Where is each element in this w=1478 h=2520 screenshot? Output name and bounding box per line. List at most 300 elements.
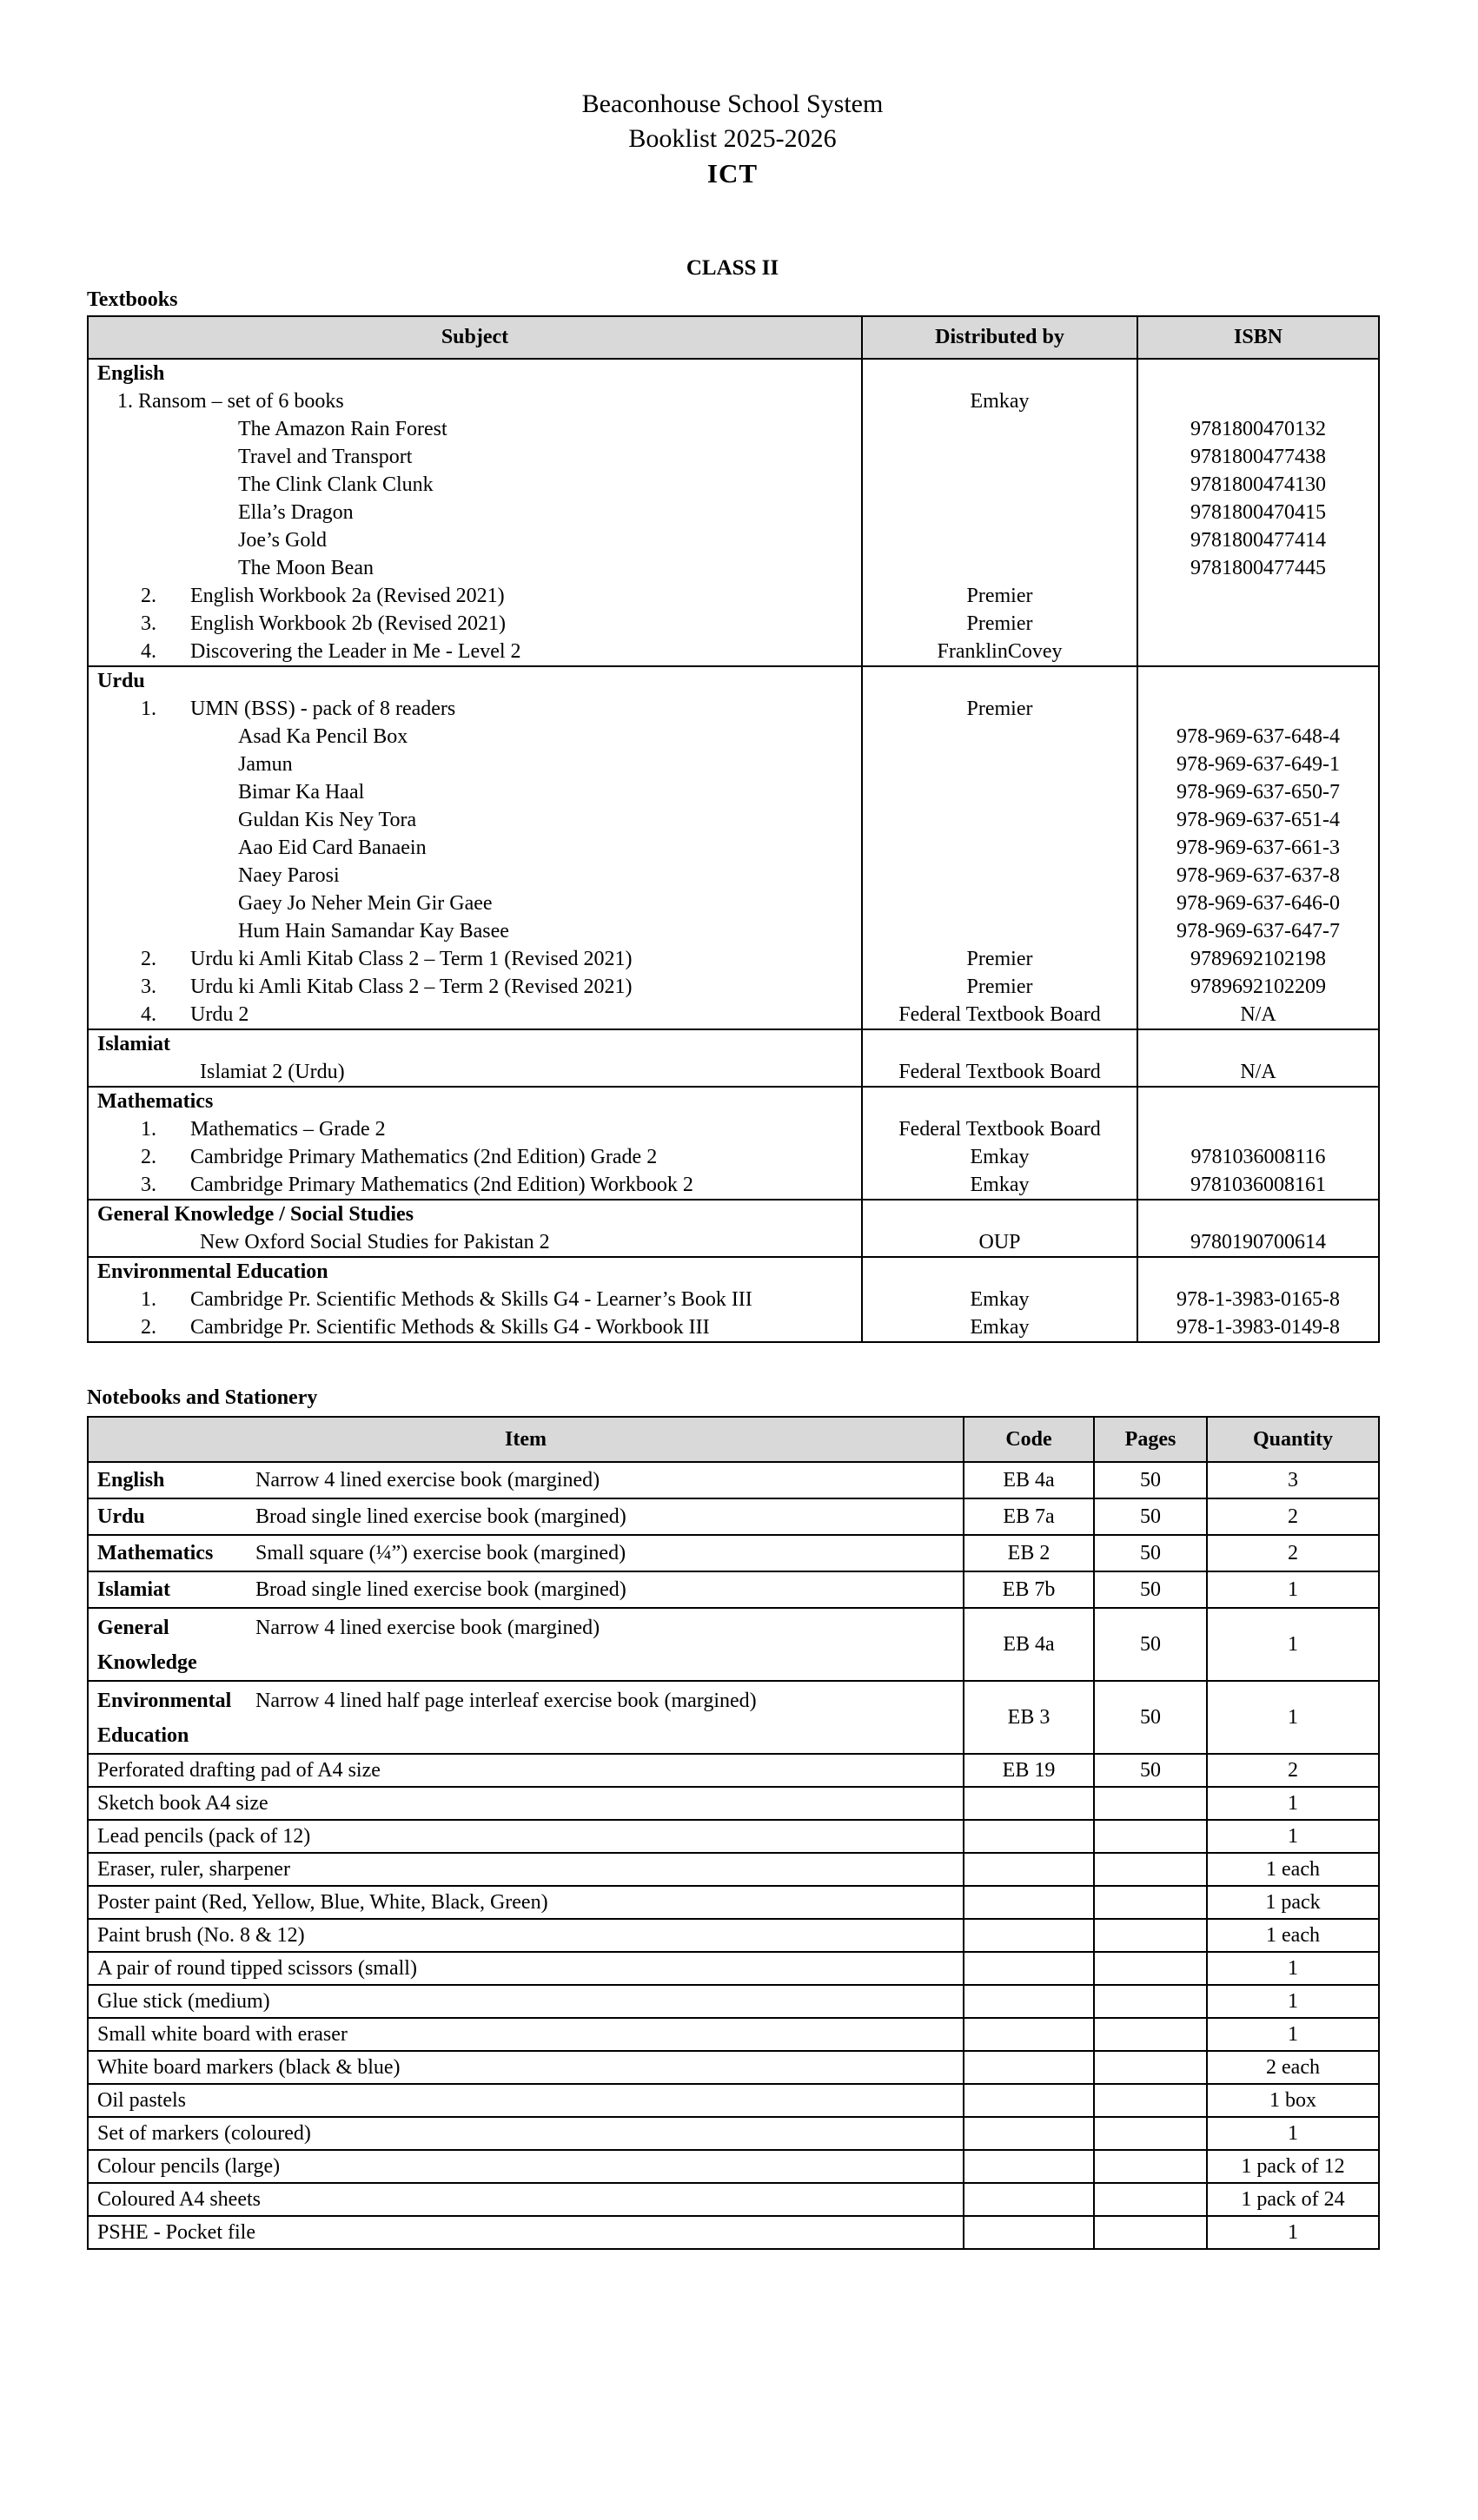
subject-cell [88, 973, 862, 1001]
item-description: A pair of round tipped scissors (small) [97, 1956, 417, 1980]
distributor-cell [862, 917, 1137, 945]
isbn-cell [1137, 695, 1379, 723]
textbooks-header-row [88, 316, 1379, 359]
item-number: 4. [141, 640, 156, 663]
book-title: Cambridge Pr. Scientific Methods & Skills G4 - Workbook III [190, 1316, 710, 1339]
subject-cell [88, 1171, 862, 1200]
isbn-cell: 9781800474130 [1137, 471, 1379, 499]
code-cell [964, 1985, 1094, 2018]
pages-cell: 50 [1094, 1681, 1207, 1754]
pages-cell [1094, 1787, 1207, 1820]
table-row [88, 834, 1379, 862]
subject-section-name: Islamiat [97, 1033, 170, 1055]
item-description: Narrow 4 lined half page interleaf exercise book (margined) [255, 1690, 757, 1712]
item-subject: English [97, 1469, 165, 1491]
isbn-cell: 978-969-637-651-4 [1137, 806, 1379, 834]
code-cell: EB 3 [964, 1681, 1094, 1754]
pages-cell [1094, 2183, 1207, 2216]
table-row [88, 1286, 1379, 1313]
distributor-cell: Emkay [862, 387, 1137, 415]
distributor-cell [862, 666, 1137, 695]
code-cell [964, 1820, 1094, 1853]
book-title: Asad Ka Pencil Box [238, 725, 408, 748]
code-cell [964, 1787, 1094, 1820]
textbooks-label: Textbooks [87, 288, 178, 311]
table-row [88, 973, 1379, 1001]
item-description: Glue stick (medium) [97, 1989, 270, 2013]
subject-cell [88, 834, 862, 862]
booklist-title: Booklist 2025-2026 [628, 124, 837, 153]
book-title: Urdu ki Amli Kitab Class 2 – Term 2 (Revised 2021) [190, 976, 633, 998]
book-title: English Workbook 2a (Revised 2021) [190, 585, 505, 607]
subject-cell [88, 1200, 862, 1228]
isbn-cell: 978-969-637-637-8 [1137, 862, 1379, 890]
quantity-cell: 3 [1207, 1462, 1379, 1498]
subject-cell [88, 806, 862, 834]
table-row [88, 945, 1379, 973]
item-cell [88, 1462, 964, 1498]
book-title: Discovering the Leader in Me - Level 2 [190, 640, 521, 663]
table-row [88, 666, 1379, 695]
item-description: Lead pencils (pack of 12) [97, 1824, 311, 1848]
subject-section-name: English [97, 362, 165, 385]
distributor-cell: Emkay [862, 1143, 1137, 1171]
code-cell [964, 2117, 1094, 2150]
item-entry [89, 1536, 963, 1571]
book-entry [89, 1286, 861, 1313]
isbn-cell: 978-1-3983-0165-8 [1137, 1286, 1379, 1313]
table-row [88, 1853, 1379, 1886]
table-row [88, 1313, 1379, 1342]
item-description: Broad single lined exercise book (margined) [255, 1578, 626, 1601]
table-row [88, 1171, 1379, 1200]
item-cell [88, 1754, 964, 1787]
item-cell [88, 1608, 964, 1681]
subject-section-name: Environmental Education [97, 1260, 328, 1283]
distributor-cell: Emkay [862, 1286, 1137, 1313]
isbn-cell [1137, 610, 1379, 638]
subject-cell [88, 945, 862, 973]
distributor-cell [862, 554, 1137, 582]
subject-cell [88, 751, 862, 778]
table-row [88, 1919, 1379, 1952]
table-row [88, 2216, 1379, 2249]
table-row [88, 1029, 1379, 1058]
item-cell [88, 1681, 964, 1754]
book-title: Joe’s Gold [238, 529, 327, 552]
distributor-cell [862, 751, 1137, 778]
column-header-subject: Subject [88, 316, 862, 359]
distributor-cell [862, 723, 1137, 751]
quantity-cell: 1 [1207, 1820, 1379, 1853]
item-description: Small white board with eraser [97, 2022, 348, 2046]
item-cell [88, 2117, 964, 2150]
subject-cell [88, 1313, 862, 1342]
item-cell [88, 1853, 964, 1886]
item-description: Poster paint (Red, Yellow, Blue, White, Black, Green) [97, 1890, 548, 1914]
quantity-cell: 1 each [1207, 1919, 1379, 1952]
isbn-cell: 978-969-637-661-3 [1137, 834, 1379, 862]
isbn-cell [1137, 582, 1379, 610]
distributor-cell [862, 415, 1137, 443]
book-title: New Oxford Social Studies for Pakistan 2 [200, 1231, 550, 1253]
distributor-cell [862, 1257, 1137, 1286]
table-row [88, 1681, 1379, 1754]
distributor-cell [862, 499, 1137, 526]
distributor-cell: Emkay [862, 1313, 1137, 1342]
table-row [88, 1087, 1379, 1115]
book-entry [89, 973, 861, 1001]
table-row [88, 1115, 1379, 1143]
item-description: Narrow 4 lined exercise book (margined) [255, 1617, 600, 1639]
pages-cell: 50 [1094, 1608, 1207, 1681]
pages-cell: 50 [1094, 1754, 1207, 1787]
code-cell [964, 1952, 1094, 1985]
pages-cell [1094, 1820, 1207, 1853]
book-entry [89, 582, 861, 610]
code-cell [964, 1919, 1094, 1952]
item-description: Coloured A4 sheets [97, 2187, 261, 2211]
subject-cell [88, 666, 862, 695]
column-header-quantity: Quantity [1207, 1417, 1379, 1462]
item-subject: General Knowledge [97, 1617, 197, 1674]
book-title: Guldan Kis Ney Tora [238, 809, 417, 831]
table-row [88, 443, 1379, 471]
book-title: Gaey Jo Neher Mein Gir Gaee [238, 892, 493, 915]
quantity-cell: 1 [1207, 1608, 1379, 1681]
quantity-cell: 1 [1207, 2018, 1379, 2051]
item-subject: Environmental Education [97, 1690, 232, 1747]
stationery-table [87, 1416, 1380, 2250]
table-row [88, 2051, 1379, 2084]
item-description: Narrow 4 lined exercise book (margined) [255, 1469, 600, 1491]
distributor-cell: Federal Textbook Board [862, 1115, 1137, 1143]
book-title: Cambridge Primary Mathematics (2nd Edition) Grade 2 [190, 1146, 658, 1168]
quantity-cell: 1 pack [1207, 1886, 1379, 1919]
book-title: Ella’s Dragon [238, 501, 354, 524]
table-row [88, 917, 1379, 945]
distributor-cell: Premier [862, 582, 1137, 610]
table-row [88, 2183, 1379, 2216]
book-title: Urdu ki Amli Kitab Class 2 – Term 1 (Revised 2021) [190, 948, 633, 970]
subject-section-name: General Knowledge / Social Studies [97, 1203, 414, 1226]
subject-section-name: Mathematics [97, 1090, 214, 1113]
table-row [88, 1058, 1379, 1087]
isbn-cell: N/A [1137, 1001, 1379, 1029]
table-row [88, 778, 1379, 806]
book-title: The Moon Bean [238, 557, 374, 579]
code-cell: EB 7b [964, 1571, 1094, 1608]
distributor-cell [862, 471, 1137, 499]
subject-section-name: Urdu [97, 670, 145, 692]
subject-cell [88, 499, 862, 526]
table-row [88, 1200, 1379, 1228]
subject-cell [88, 778, 862, 806]
distributor-cell: Premier [862, 610, 1137, 638]
isbn-cell: 978-969-637-648-4 [1137, 723, 1379, 751]
isbn-cell: 9781800470415 [1137, 499, 1379, 526]
item-number: 2. [141, 948, 156, 970]
item-cell [88, 2084, 964, 2117]
isbn-cell: 978-969-637-646-0 [1137, 890, 1379, 917]
table-row [88, 723, 1379, 751]
book-title: UMN (BSS) - pack of 8 readers [190, 698, 456, 720]
pages-cell [1094, 1952, 1207, 1985]
table-row [88, 1498, 1379, 1535]
item-cell [88, 1535, 964, 1571]
item-number: 3. [141, 976, 156, 998]
table-row [88, 1001, 1379, 1029]
book-title: Islamiat 2 (Urdu) [200, 1061, 345, 1083]
item-number: 2. [141, 1316, 156, 1339]
table-row [88, 1952, 1379, 1985]
pages-cell [1094, 1886, 1207, 1919]
isbn-cell [1137, 1200, 1379, 1228]
code-cell [964, 2051, 1094, 2084]
subject-cell [88, 526, 862, 554]
item-description: Oil pastels [97, 2088, 186, 2112]
isbn-cell: 9789692102209 [1137, 973, 1379, 1001]
item-number: 3. [141, 1174, 156, 1196]
item-entry [89, 1683, 963, 1753]
isbn-cell [1137, 1087, 1379, 1115]
table-row [88, 1228, 1379, 1257]
item-cell [88, 2183, 964, 2216]
book-entry [89, 695, 861, 723]
column-header-distributed-by: Distributed by [862, 316, 1137, 359]
item-description: Broad single lined exercise book (margined) [255, 1505, 626, 1528]
item-description: Colour pencils (large) [97, 2154, 281, 2178]
subject-cell [88, 1001, 862, 1029]
item-entry [89, 1572, 963, 1607]
pages-cell: 50 [1094, 1462, 1207, 1498]
distributor-cell [862, 1087, 1137, 1115]
isbn-cell: 9789692102198 [1137, 945, 1379, 973]
subject-cell [88, 1029, 862, 1058]
column-header-item: Item [88, 1417, 964, 1462]
book-entry [89, 1001, 861, 1029]
isbn-cell: 978-969-637-647-7 [1137, 917, 1379, 945]
distributor-cell: Federal Textbook Board [862, 1058, 1137, 1087]
item-description: Sketch book A4 size [97, 1791, 268, 1815]
item-number: 1. [141, 698, 156, 720]
subject-cell [88, 890, 862, 917]
book-title: English Workbook 2b (Revised 2021) [190, 612, 506, 635]
item-number: 3. [141, 612, 156, 635]
isbn-cell: 978-969-637-650-7 [1137, 778, 1379, 806]
pages-cell: 50 [1094, 1498, 1207, 1535]
distributor-cell: OUP [862, 1228, 1137, 1257]
item-number: 2. [141, 585, 156, 607]
column-header-pages: Pages [1094, 1417, 1207, 1462]
book-entry [89, 1171, 861, 1199]
quantity-cell: 1 each [1207, 1853, 1379, 1886]
item-entry [89, 1611, 963, 1680]
item-subject: Urdu [97, 1505, 145, 1528]
table-row [88, 638, 1379, 666]
subject-cell [88, 1286, 862, 1313]
table-row [88, 415, 1379, 443]
table-row [88, 554, 1379, 582]
document-header [87, 87, 1378, 191]
code-cell: EB 2 [964, 1535, 1094, 1571]
booklist-document [0, 87, 1478, 2520]
quantity-cell: 1 [1207, 1952, 1379, 1985]
table-row [88, 1462, 1379, 1498]
quantity-cell: 1 [1207, 2117, 1379, 2150]
item-number: 4. [141, 1003, 156, 1026]
distributor-cell [862, 1029, 1137, 1058]
subject-cell [88, 610, 862, 638]
distributor-cell [862, 1200, 1137, 1228]
pages-cell [1094, 2084, 1207, 2117]
table-row [88, 582, 1379, 610]
distributor-cell [862, 443, 1137, 471]
item-description: Perforated drafting pad of A4 size [97, 1758, 381, 1782]
isbn-cell [1137, 1257, 1379, 1286]
distributor-cell [862, 834, 1137, 862]
isbn-cell: 9781800477438 [1137, 443, 1379, 471]
isbn-cell: 9781036008161 [1137, 1171, 1379, 1200]
item-description: PSHE - Pocket file [97, 2220, 255, 2244]
table-row [88, 471, 1379, 499]
code-cell [964, 2018, 1094, 2051]
item-cell [88, 1787, 964, 1820]
table-row [88, 1608, 1379, 1681]
item-cell [88, 1952, 964, 1985]
subject-cell [88, 1087, 862, 1115]
table-row [88, 1886, 1379, 1919]
subject-cell [88, 443, 862, 471]
item-cell [88, 1820, 964, 1853]
region-code: ICT [706, 158, 759, 189]
item-number: 1. [141, 1118, 156, 1141]
quantity-cell: 1 [1207, 1985, 1379, 2018]
quantity-cell: 1 [1207, 1681, 1379, 1754]
item-description: Paint brush (No. 8 & 12) [97, 1923, 305, 1947]
item-cell [88, 1985, 964, 2018]
table-row [88, 1257, 1379, 1286]
item-entry [89, 1499, 963, 1534]
item-cell [88, 1886, 964, 1919]
distributor-cell [862, 806, 1137, 834]
column-header-isbn: ISBN [1137, 316, 1379, 359]
distributor-cell: Premier [862, 695, 1137, 723]
subject-cell [88, 638, 862, 666]
school-name: Beaconhouse School System [581, 89, 884, 118]
isbn-cell: 9780190700614 [1137, 1228, 1379, 1257]
book-entry [89, 1115, 861, 1143]
code-cell [964, 1886, 1094, 1919]
distributor-cell: Federal Textbook Board [862, 1001, 1137, 1029]
quantity-cell: 2 [1207, 1498, 1379, 1535]
isbn-cell: 9781036008116 [1137, 1143, 1379, 1171]
item-description: Set of markers (coloured) [97, 2121, 311, 2145]
isbn-cell [1137, 387, 1379, 415]
table-row [88, 1820, 1379, 1853]
table-row [88, 1143, 1379, 1171]
book-title: Mathematics – Grade 2 [190, 1118, 386, 1141]
subject-cell [88, 917, 862, 945]
subject-cell [88, 471, 862, 499]
pages-cell [1094, 2216, 1207, 2249]
book-title: Aao Eid Card Banaein [238, 837, 427, 859]
table-row [88, 862, 1379, 890]
subject-cell [88, 862, 862, 890]
textbooks-table [87, 315, 1380, 1343]
book-title: Cambridge Pr. Scientific Methods & Skills G4 - Learner’s Book III [190, 1288, 752, 1311]
subject-cell [88, 695, 862, 723]
table-row [88, 806, 1379, 834]
item-cell [88, 2051, 964, 2084]
pages-cell [1094, 1919, 1207, 1952]
isbn-cell [1137, 1029, 1379, 1058]
book-title: The Clink Clank Clunk [238, 473, 434, 496]
item-subject: Mathematics [97, 1542, 214, 1564]
book-entry [89, 1313, 861, 1341]
stationery-header-row [88, 1417, 1379, 1462]
page-content [87, 87, 1378, 2250]
distributor-cell [862, 359, 1137, 387]
isbn-cell: 9781800477445 [1137, 554, 1379, 582]
book-title: Bimar Ka Haal [238, 781, 365, 804]
table-row [88, 695, 1379, 723]
table-row [88, 2018, 1379, 2051]
pages-cell [1094, 2150, 1207, 2183]
code-cell: EB 4a [964, 1608, 1094, 1681]
quantity-cell: 2 [1207, 1535, 1379, 1571]
table-row [88, 610, 1379, 638]
isbn-cell: 9781800477414 [1137, 526, 1379, 554]
item-description: White board markers (black & blue) [97, 2055, 401, 2079]
subject-cell [88, 1143, 862, 1171]
book-entry [89, 1143, 861, 1171]
code-cell: EB 4a [964, 1462, 1094, 1498]
book-title: The Amazon Rain Forest [238, 418, 447, 440]
item-cell [88, 2150, 964, 2183]
item-number: 2. [141, 1146, 156, 1168]
distributor-cell [862, 862, 1137, 890]
book-title: Hum Hain Samandar Kay Basee [238, 920, 509, 943]
table-row [88, 526, 1379, 554]
table-row [88, 2084, 1379, 2117]
code-cell [964, 2084, 1094, 2117]
table-row [88, 359, 1379, 387]
isbn-cell: 978-969-637-649-1 [1137, 751, 1379, 778]
table-row [88, 499, 1379, 526]
pages-cell [1094, 2018, 1207, 2051]
subject-cell [88, 723, 862, 751]
book-title: 1. Ransom – set of 6 books [117, 390, 344, 413]
distributor-cell: Premier [862, 973, 1137, 1001]
code-cell: EB 7a [964, 1498, 1094, 1535]
table-row [88, 751, 1379, 778]
isbn-cell [1137, 638, 1379, 666]
table-row [88, 1985, 1379, 2018]
pages-cell [1094, 2117, 1207, 2150]
code-cell [964, 2183, 1094, 2216]
isbn-cell: 978-1-3983-0149-8 [1137, 1313, 1379, 1342]
item-description: Small square (¼”) exercise book (margined) [255, 1542, 626, 1564]
distributor-cell [862, 890, 1137, 917]
distributor-cell [862, 778, 1137, 806]
subject-cell [88, 582, 862, 610]
book-title: Cambridge Primary Mathematics (2nd Edition) Workbook 2 [190, 1174, 693, 1196]
subject-cell [88, 1058, 862, 1087]
code-cell [964, 2150, 1094, 2183]
table-row [88, 1754, 1379, 1787]
quantity-cell: 1 [1207, 1787, 1379, 1820]
